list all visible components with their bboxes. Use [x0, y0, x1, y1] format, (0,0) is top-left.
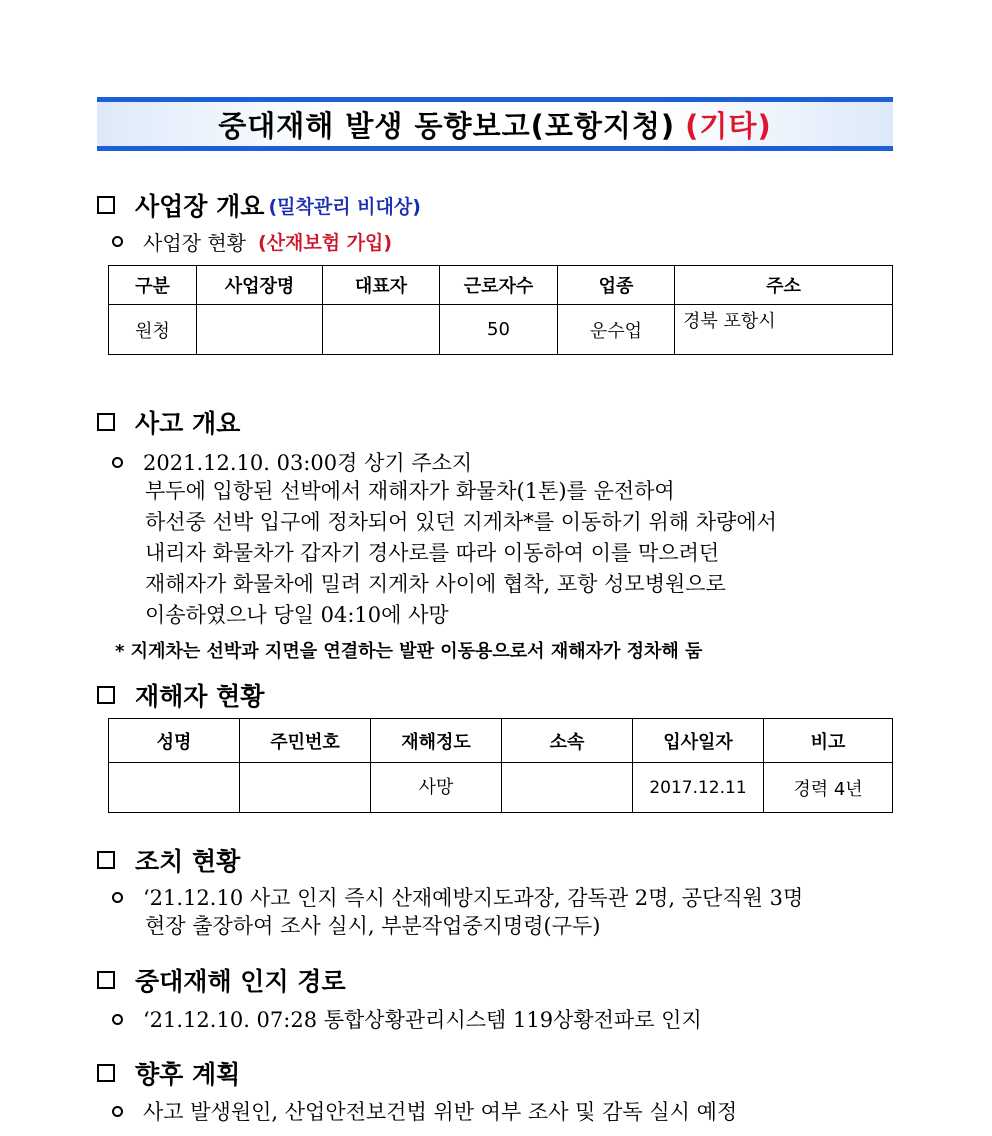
report-category-tag: (기타): [685, 108, 772, 143]
column-header: 사업장명: [197, 266, 323, 305]
table-cell: 원청: [109, 305, 197, 355]
paragraph-line: 하선중 선박 입구에 정차되어 있던 지게차*를 이동하기 위해 차량에서: [145, 510, 777, 534]
column-header: 입사일자: [633, 719, 764, 763]
checkbox-square-icon: [97, 1064, 115, 1082]
column-header: 주소: [675, 266, 893, 305]
section-title: 중대재해 인지 경로: [135, 967, 346, 996]
measures-continuation: [145, 911, 897, 942]
section-title: 향후 계획: [135, 1060, 241, 1089]
checkbox-square-icon: [97, 971, 115, 989]
section-heading-future-plan: [97, 1055, 240, 1091]
circle-bullet-icon: [112, 1014, 123, 1025]
bullet-text: 2021.12.10. 03:00경 상기 주소지: [143, 451, 473, 475]
circle-bullet-icon: [112, 1106, 123, 1117]
table-cell-address: 경북 포항시: [675, 305, 893, 355]
column-header: 구분: [109, 266, 197, 305]
section-heading-workplace-overview: [97, 187, 421, 223]
bullet-accident-date: [112, 447, 472, 477]
workplace-table: [108, 265, 893, 355]
insurance-tag: (산재보험 가입): [257, 232, 393, 254]
table-cell: 운수업: [558, 305, 675, 355]
bullet-text: 사업장 현황: [143, 231, 246, 255]
checkbox-square-icon: [97, 851, 115, 869]
bullet-text: 사고 발생원인, 산업안전보건법 위반 여부 조사 및 감독 실시 예정: [143, 1100, 738, 1124]
forklift-footnote: * 지게차는 선박과 지면을 연결하는 발판 이동용으로서 재해자가 정차해 둠: [115, 641, 703, 662]
table-cell: [240, 763, 371, 813]
table-cell: 50: [440, 305, 558, 355]
bullet-future-plan: [112, 1096, 737, 1126]
column-header: 대표자: [323, 266, 440, 305]
table-cell: 경력 4년: [764, 763, 893, 813]
bullet-measures: [112, 882, 803, 912]
column-header: 소속: [502, 719, 633, 763]
section-heading-victim-status: [97, 677, 264, 713]
paragraph-line: 재해자가 화물차에 밀려 지게차 사이에 협착, 포항 성모병원으로: [145, 572, 726, 596]
section-heading-measures: [97, 842, 240, 878]
column-header: 업종: [558, 266, 675, 305]
table-cell: [197, 305, 323, 355]
bullet-text: ‘21.12.10. 07:28 통합상황관리시스템 119상황전파로 인지: [143, 1008, 702, 1032]
paragraph-line: 현장 출장하여 조사 실시, 부분작업중지명령(구두): [145, 914, 601, 938]
column-header: 근로자수: [440, 266, 558, 305]
table-header-row: [109, 719, 893, 763]
table-cell: [323, 305, 440, 355]
table-cell: 사망: [371, 763, 502, 813]
section-title: 조치 현황: [135, 847, 241, 876]
table-cell: [502, 763, 633, 813]
section-note: (밀착관리 비대상): [268, 195, 421, 218]
section-heading-accident-overview: [97, 404, 240, 440]
section-title: 사고 개요: [135, 409, 241, 438]
paragraph-line: 내리자 화물차가 갑자기 경사로를 따라 이동하여 이를 막으려던: [145, 541, 720, 565]
checkbox-square-icon: [97, 413, 115, 431]
checkbox-square-icon: [97, 196, 115, 214]
victim-table: [108, 718, 893, 813]
table-cell: [109, 763, 240, 813]
table-header-row: [109, 266, 893, 305]
section-title: 사업장 개요: [135, 192, 265, 221]
column-header: 재해정도: [371, 719, 502, 763]
bullet-recognition: [112, 1004, 702, 1034]
checkbox-square-icon: [97, 686, 115, 704]
table-cell: 2017.12.11: [633, 763, 764, 813]
circle-bullet-icon: [112, 892, 123, 903]
report-title-banner: [97, 97, 893, 151]
section-heading-recognition-path: [97, 962, 346, 998]
paragraph-line: 이송하였으나 당일 04:10에 사망: [145, 603, 449, 627]
bullet-text: ‘21.12.10 사고 인지 즉시 산재예방지도과장, 감독관 2명, 공단직원 3명: [143, 886, 804, 910]
accident-description: [145, 476, 897, 631]
section-title: 재해자 현황: [135, 682, 265, 711]
circle-bullet-icon: [112, 236, 123, 247]
table-row: [109, 305, 893, 355]
column-header: 성명: [109, 719, 240, 763]
paragraph-line: 부두에 입항된 선박에서 재해자가 화물차(1톤)를 운전하여: [145, 479, 675, 503]
column-header: 비고: [764, 719, 893, 763]
column-header: 주민번호: [240, 719, 371, 763]
table-row: [109, 763, 893, 813]
report-title: 중대재해 발생 동향보고(포항지청): [218, 108, 676, 143]
bullet-workplace-status: [112, 227, 392, 256]
circle-bullet-icon: [112, 457, 123, 468]
